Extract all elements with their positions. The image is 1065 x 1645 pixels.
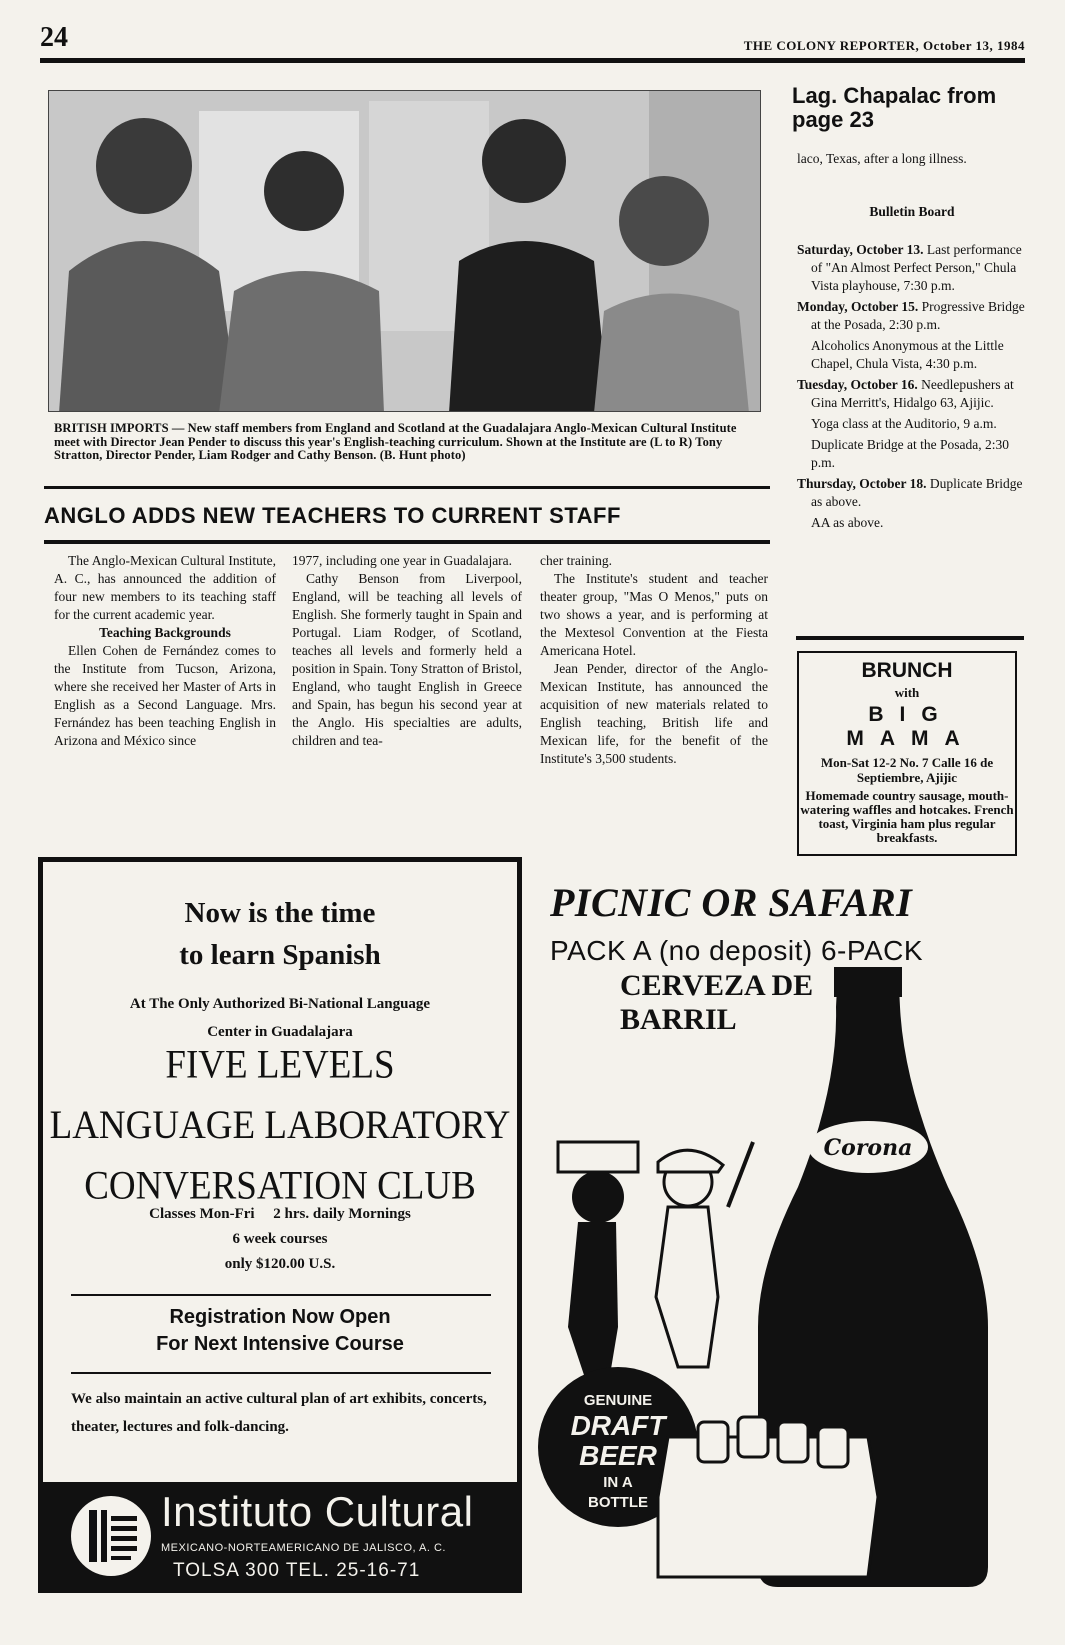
bulletin-event: Duplicate Bridge at the Posada, 2:30 p.m. <box>811 437 1009 470</box>
headline-rule-bottom <box>44 540 770 544</box>
institute-name: Instituto Cultural <box>161 1488 474 1535</box>
article-paragraph: Cathy Benson from Liverpool, England, will be teaching all levels of English. She formerly taught in Spain and Portugal. Liam Rodger, of Scotland, teaches all levels and formerly held a position in Spain. Tony Stratton of Bristol, England, who taught English in Greece and Spain, has begun his second year at the Anglo. His specialties are adults, children and tea- <box>292 571 522 748</box>
svg-text:IN A: IN A <box>603 1474 633 1491</box>
beer-headline: PICNIC OR SAFARI <box>550 880 913 925</box>
brunch-title: BRUNCH <box>861 659 953 682</box>
news-photo-drawing <box>49 91 761 412</box>
bulletin-event: Yoga class at the Auditorio, 9 a.m. <box>811 416 997 431</box>
ad-intro: At The Only Authorized Bi-National Language Center in Guadalajara <box>129 996 431 1040</box>
bulletin-event: Thursday, October 18. Duplicate Bridge as above. <box>797 476 1023 509</box>
article-paragraph: The Anglo-Mexican Cultural Institute, A. C., has announced the addition of four new members to its teaching staff for the current academic year. <box>54 553 276 622</box>
brunch-details: Mon-Sat 12-2 No. 7 Calle 16 de Septiembre, Ajijic <box>820 755 994 785</box>
top-rule <box>40 58 1025 63</box>
spanish-school-ad <box>38 857 522 1593</box>
news-photo <box>48 90 761 412</box>
masthead: THE COLONY REPORTER, October 13, 1984 <box>743 38 1025 53</box>
beer-ad-illustration <box>538 967 1025 1592</box>
brunch-with: with <box>894 685 920 700</box>
beer-ad <box>538 857 1025 1592</box>
article-subheading: Teaching Backgrounds <box>99 625 231 640</box>
article-headline: ANGLO ADDS NEW TEACHERS TO CURRENT STAFF <box>44 503 621 528</box>
bulletin-event: Saturday, October 13. Last performance of "An Almost Perfect Person," Chula Vista playhouse, 7:30 p.m. <box>797 242 1022 293</box>
svg-text:DRAFT: DRAFT <box>570 1410 666 1441</box>
article-paragraph: cher training. <box>540 553 612 568</box>
continued-title: Lag. Chapalac from page 23 <box>792 83 997 132</box>
svg-text:BEER: BEER <box>579 1440 657 1471</box>
bulletin-event: AA as above. <box>811 515 884 530</box>
ad-features: FIVE LEVELS LANGUAGE LABORATORY CONVERSATION CLUB <box>49 1042 511 1209</box>
ad-headline: Now is the time to learn Spanish <box>179 897 381 971</box>
ad-cultural-plan: We also maintain an active cultural plan of art exhibits, concerts, theater, lectures and folk-dancing. <box>71 1391 487 1435</box>
brunch-menu: Homemade country sausage, mouth-watering waffles and hotcakes. French toast, Virginia ham plus regular breakfasts. <box>800 788 1014 845</box>
article-paragraph: Ellen Cohen de Fernández comes to the Institute from Tucson, Arizona, where she received her Master of Arts in English as a Second Language. Mrs. Fernández has been teaching English in Arizona and México since <box>54 643 276 748</box>
article-column-3 <box>540 552 768 768</box>
beer-brand: CERVEZA DE BARRIL <box>620 969 814 1036</box>
bottle-label: Corona <box>823 1135 913 1161</box>
brunch-name: BIG MAMA <box>846 703 976 750</box>
article-column-2 <box>292 552 522 750</box>
article-column-1 <box>54 552 276 750</box>
six-pack-on-head <box>558 1142 638 1172</box>
page-number: 24 <box>40 22 68 53</box>
institute-subtitle: MEXICANO-NORTEAMERICANO DE JALISCO, A. C. <box>161 1542 446 1554</box>
flag-logo-icon <box>71 1496 151 1576</box>
bulletin-event: Alcoholics Anonymous at the Little Chapel, Chula Vista, 4:30 p.m. <box>811 338 1004 371</box>
article-paragraph: The Institute's student and teacher theater group, "Mas O Menos," puts on two shows a year, and is performing at the Mextesol Convention at the Fiesta Americana Hotel. <box>540 571 768 658</box>
continued-text: laco, Texas, after a long illness. <box>797 151 967 166</box>
photo-caption: BRITISH IMPORTS — New staff members from England and Scotland at the Guadalajara Anglo-Mexican Cultural Institute meet with Director Jean Pender to discuss this year's English-teaching curriculum. Shown at the Institute are (L to R) Tony Stratton, Director Pender, Liam Rodger and Cathy Benson. (B. Hunt photo) <box>54 421 737 462</box>
institute-address: TOLSA 300 TEL. 25-16-71 <box>173 1560 421 1581</box>
svg-text:GENUINE: GENUINE <box>583 1392 653 1409</box>
ad-registration: Registration Now Open For Next Intensive Course <box>156 1306 404 1355</box>
institute-footer <box>43 1482 517 1588</box>
article-paragraph: 1977, including one year in Guadalajara. <box>292 553 513 568</box>
article-paragraph: Jean Pender, director of the Anglo-Mexican Institute, has announced the acquisition of new materials related to English teaching, British life and Mexican life, for the benefit of the Institute's 3,500 students. <box>540 661 768 766</box>
bulletin-event: Monday, October 15. Progressive Bridge at the Posada, 2:30 p.m. <box>797 299 1025 332</box>
bulletin-list <box>797 241 1029 535</box>
ad-divider <box>71 1372 491 1374</box>
beer-subhead: PACK A (no deposit) 6-PACK <box>550 935 924 966</box>
ad-divider <box>71 1294 491 1296</box>
bulletin-heading: Bulletin Board <box>869 204 955 219</box>
brunch-ad <box>797 651 1017 856</box>
svg-text:BOTTLE: BOTTLE <box>588 1494 648 1511</box>
right-column-rule <box>796 636 1024 640</box>
bulletin-event: Tuesday, October 16. Needlepushers at Gina Merritt's, Hidalgo 63, Ajijic. <box>797 377 1014 410</box>
headline-rule-top <box>44 486 770 489</box>
character-1 <box>572 1171 624 1223</box>
ad-classes: Classes Mon-Fri 2 hrs. daily Mornings 6 week courses only $120.00 U.S. <box>149 1206 411 1272</box>
